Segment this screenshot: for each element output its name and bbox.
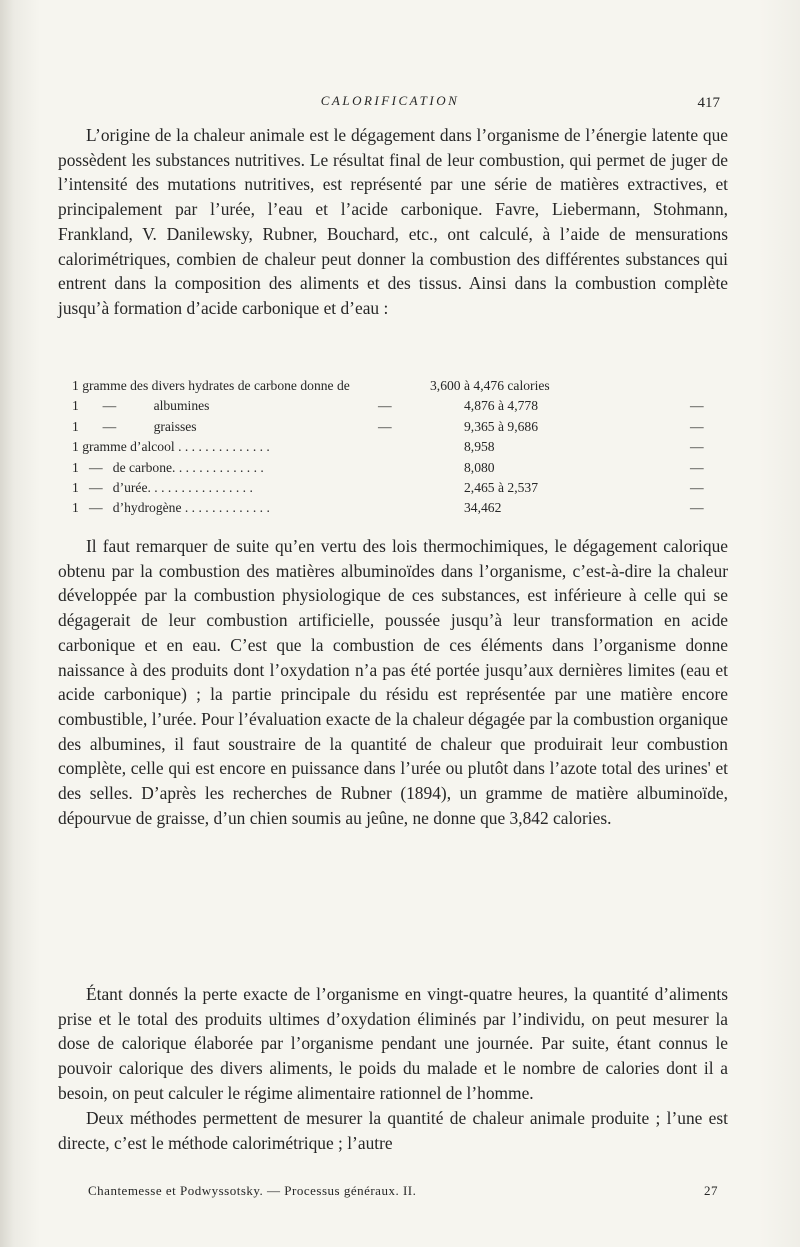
- row-label: 1 — d’hydrogène . . . . . . . . . . . . .: [72, 500, 270, 516]
- paragraph-thermochimie: Il faut remarquer de suite qu’en vertu des lois thermochimiques, le dégagement calorique obtenu par la combustion des matières albuminoïdes dans l’organisme, c’est-à-dire la chaleur développée par la combustion physiologique de ces substances, est inférieure à celle qui se dégagerait de leur combustion artificielle, poussée jusqu’à leur transformation en acide carbonique et en eau. C’est que la combustion de ces éléments dans l’organisme donne naissance à des produits dont l’oxydation n’a pas été portée jusqu’aux dernières limites (eau et acide carbonique) ; la partie principale du résidu est représentée par une matière encore combustible, l’urée. Pour l’évaluation exacte de la chaleur dégagée par la combustion organique des albumines, il faut soustraire de la quantité de chaleur que produirait leur combustion complète, celle qui est encore en puissance dans l’urée ou plutôt dans l’azote total des urines' et des selles. D’après les recherches de Rubner (1894), un gramme de matière albuminoïde, dépourvue de graisse, d’un chien soumis au jeûne, ne donne que 3,842 calories.: [58, 536, 728, 828]
- table-row: [72, 498, 722, 518]
- table-row: [72, 376, 722, 396]
- row-label: 1 gramme d’alcool . . . . . . . . . . . . . .: [72, 439, 270, 455]
- row-label: 1 — graisses: [72, 418, 197, 434]
- running-title: CALORIFICATION: [320, 93, 460, 108]
- row-value: 34,462: [464, 500, 502, 516]
- row-ditto: —: [378, 418, 392, 434]
- paragraph-methodes: Deux méthodes permettent de mesurer la quantité de chaleur animale produite ; l’une est directe, c’est le méthode calorimétrique ; l’autre: [58, 1108, 728, 1153]
- row-dash: —: [690, 418, 704, 434]
- row-value: 8,958: [464, 439, 495, 455]
- row-label: 1 — d’urée. . . . . . . . . . . . . . . .: [72, 479, 253, 495]
- footer-source: Chantemesse et Podwyssotsky. — Processus généraux. II.: [88, 1183, 417, 1198]
- page-header: [60, 93, 720, 115]
- page-number: 417: [697, 95, 720, 111]
- row-value: 4,876 à 4,778: [464, 398, 539, 414]
- paragraph-origin-chaleur: L’origine de la chaleur animale est le dégagement dans l’organisme de l’énergie latente que possèdent les substances nutritives. Le résultat final de leur combustion, qui permet de juger de l’intensité des mutations nutritives, est représenté par une série de matières extractives, et principalement par l’urée, l’eau et l’acide carbonique. Favre, Liebermann, Stohmann, Frankland, V. Danilewsky, Rubner, Bouchard, etc., ont calculé, à l’aide de mensurations calorimétriques, combien de chaleur peut donner la combustion des différentes substances qui entrent dans la composition des aliments et des tissus. Ainsi dans la combustion complète jusqu’à formation d’acide carbonique et d’eau :: [58, 125, 728, 318]
- row-label: 1 gramme des divers hydrates de carbone donne de: [72, 378, 350, 393]
- row-dash: —: [690, 459, 704, 475]
- page-footer: [58, 1183, 728, 1201]
- row-label: 1 — de carbone. . . . . . . . . . . . . .: [72, 459, 264, 475]
- table-row: [72, 458, 722, 478]
- row-value: 9,365 à 9,686: [464, 418, 539, 434]
- row-dash: —: [690, 439, 704, 455]
- row-value: 2,465 à 2,537: [464, 479, 539, 495]
- table-row: [72, 396, 722, 416]
- row-value: 8,080: [464, 459, 495, 475]
- table-row: [72, 417, 722, 437]
- table-row: [72, 437, 722, 457]
- row-dash: —: [690, 398, 704, 414]
- row-dash: —: [690, 500, 704, 516]
- row-value: 3,600 à 4,476 calories: [430, 378, 550, 393]
- row-ditto: —: [378, 398, 392, 414]
- signature-number: 27: [704, 1183, 718, 1198]
- row-dash: —: [690, 479, 704, 495]
- row-label: 1 — albumines: [72, 398, 210, 414]
- calorie-table: [72, 376, 722, 519]
- paragraph-regime: Étant donnés la perte exacte de l’organisme en vingt-quatre heures, la quantité d’aliments prise et le total des produits ultimes d’oxydation éliminés par l’individu, on peut mesurer la dose de calorique élaborée par l’organisme pendant une journée. Par suite, étant connus le pouvoir calorique des divers aliments, le poids du malade et le nombre de calories dont il a besoin, on peut calculer le régime alimentaire rationnel de l’homme.: [58, 984, 728, 1103]
- table-row: [72, 478, 722, 498]
